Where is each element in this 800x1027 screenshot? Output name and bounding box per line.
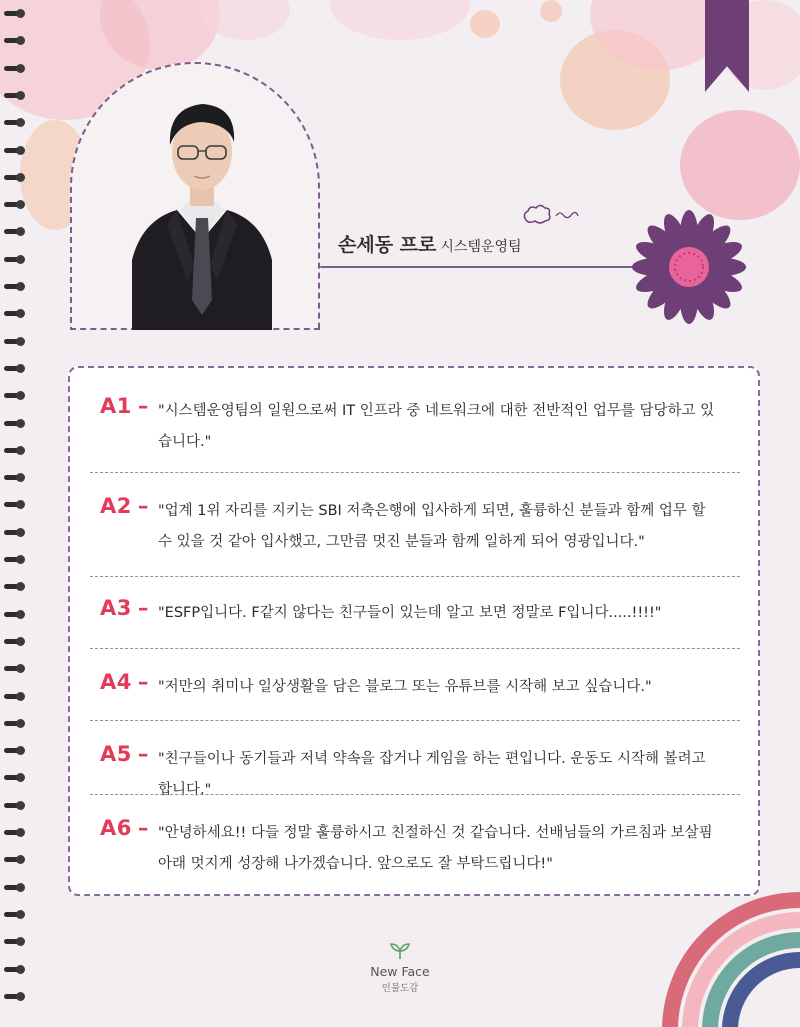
binding-ring (4, 909, 26, 921)
divider (90, 472, 740, 473)
name-underline (320, 266, 640, 268)
footer-title: New Face (370, 964, 430, 979)
binding-ring (4, 499, 26, 511)
binding-ring (4, 854, 26, 866)
binding-ring (4, 145, 26, 157)
qa-answer: "안녕하세요!! 다들 정말 훌륭하시고 친절하신 것 같습니다. 선배님들의 가르침과 보살핌 아래 멋지게 성장해 나가겠습니다. 앞으로도 잘 부탁드립니다!" (158, 825, 713, 872)
qa-answer: "친구들이나 동기들과 저녁 약속을 잡거나 게임을 하는 편입니다. 운동도 시작해 볼려고 합니다." (158, 751, 706, 798)
qa-label: A4 – (100, 670, 149, 694)
binding-ring (4, 418, 26, 430)
binding-ring (4, 363, 26, 375)
divider (90, 794, 740, 795)
qa-label: A3 – (100, 596, 149, 620)
divider (90, 576, 740, 577)
qa-answer: "시스템운영팀의 일원으로써 IT 인프라 중 네트워크에 대한 전반적인 업무를 담당하고 있습니다." (158, 403, 715, 450)
binding-ring (4, 254, 26, 266)
bookmark-ribbon (705, 0, 749, 92)
binding-ring (4, 472, 26, 484)
qa-label: A5 – (100, 742, 149, 766)
binding-ring (4, 445, 26, 457)
binding-ring (4, 827, 26, 839)
binding-ring (4, 691, 26, 703)
binding-ring (4, 308, 26, 320)
flower-icon (630, 208, 748, 326)
divider (90, 648, 740, 649)
binding-ring (4, 199, 26, 211)
binding-ring (4, 964, 26, 976)
binding-ring (4, 882, 26, 894)
binding-ring (4, 226, 26, 238)
binding-ring (4, 663, 26, 675)
binding-ring (4, 8, 26, 20)
profile-team: 시스템운영팀 (440, 239, 522, 255)
binding-ring (4, 527, 26, 539)
binding-ring (4, 90, 26, 102)
profile-name: 손세동 프로 (338, 234, 437, 256)
binding-ring (4, 581, 26, 593)
binding-ring (4, 609, 26, 621)
binding-ring (4, 35, 26, 47)
binding-ring (4, 63, 26, 75)
cloud-doodle-icon (520, 202, 582, 228)
sprout-icon (389, 942, 411, 960)
binding-ring (4, 636, 26, 648)
footer-logo (350, 942, 450, 994)
binding-ring (4, 718, 26, 730)
qa-answer: "저만의 취미나 일상생활을 담은 블로그 또는 유튜브를 시작해 보고 싶습니다." (158, 679, 652, 695)
binding-ring (4, 336, 26, 348)
qa-label: A2 – (100, 494, 149, 518)
binding-ring (4, 772, 26, 784)
binding-ring (4, 936, 26, 948)
qa-card (68, 366, 760, 896)
rainbow-decoration (640, 880, 800, 1027)
qa-label: A1 – (100, 394, 149, 418)
qa-answer: "ESFP입니다. F같지 않다는 친구들이 있는데 알고 보면 정말로 F입니다.....!!!!" (158, 605, 662, 621)
divider (90, 720, 740, 721)
profile-photo (132, 90, 272, 330)
qa-label: A6 – (100, 816, 149, 840)
qa-answer: "업계 1위 자리를 지키는 SBI 저축은행에 입사하게 되면, 훌륭하신 분들과 함께 업무 할 수 있을 것 같아 입사했고, 그만큼 멋진 분들과 함께 일하게 되어 영광입니다." (158, 503, 706, 550)
binding-ring (4, 554, 26, 566)
binding-ring (4, 390, 26, 402)
binding-ring (4, 991, 26, 1003)
binding-ring (4, 745, 26, 757)
binding-ring (4, 117, 26, 129)
footer-subtitle: 인물도감 (381, 983, 419, 994)
binding-ring (4, 172, 26, 184)
binding-ring (4, 800, 26, 812)
profile-name-block (338, 230, 522, 257)
binding-ring (4, 281, 26, 293)
